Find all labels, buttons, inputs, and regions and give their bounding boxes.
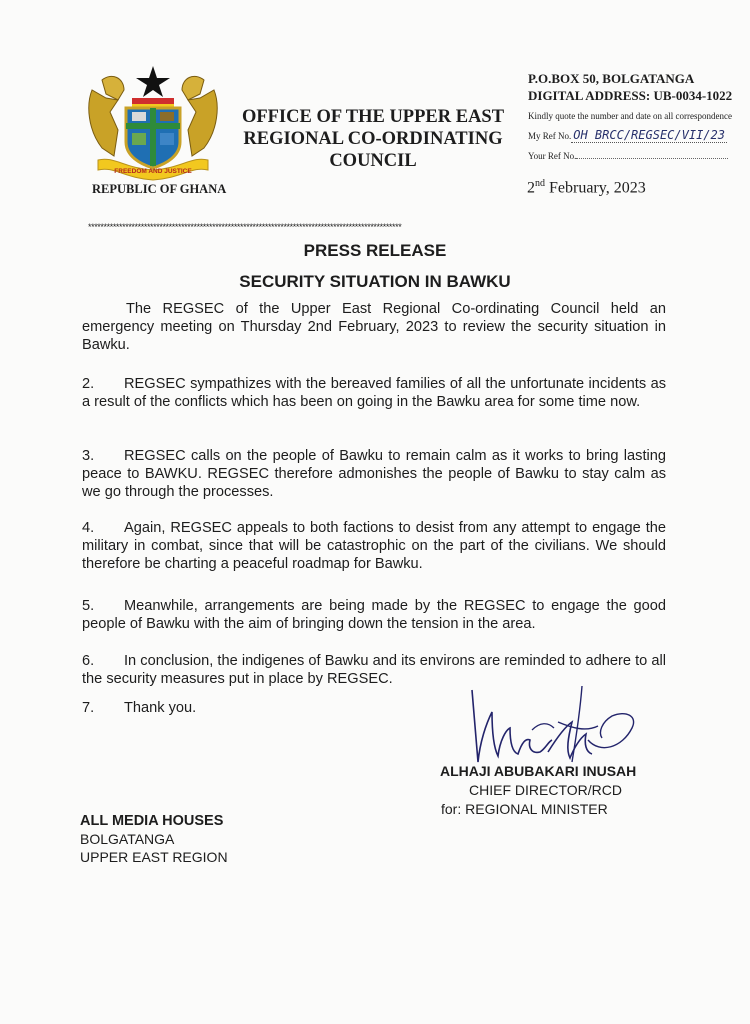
paragraph-number: 3. [82, 448, 95, 464]
paragraph-1: The REGSEC of the Upper East Regional Co-ordinating Council held an emergency meeting on Thursday 2nd February, 2023 to review the security situation in Bawku. [82, 301, 666, 353]
po-box: P.O.BOX 50, BOLGATANGA [528, 71, 695, 86]
paragraph-text: Thank you. [124, 700, 197, 716]
date-day: 2 [527, 179, 535, 197]
paragraph-text: REGSEC sympathizes with the bereaved families of all the unfortunate incidents as a result of the conflicts which has been on going in the Bawku area for some time now. [82, 376, 666, 410]
my-ref-value: OH BRCC/REGSEC/VII/23 [573, 128, 725, 142]
star-divider: ***************************************************************************************************** [88, 222, 402, 232]
paragraph-number: 5. [82, 598, 95, 614]
paragraph-number: 2. [82, 376, 95, 392]
paragraph-4 [82, 519, 666, 573]
paragraph-number: 7. [82, 700, 95, 716]
paragraph-text: Meanwhile, arrangements are being made by the REGSEC to engage the good people of Bawku with the aim of bringing down the tension in the area. [82, 598, 666, 632]
republic-of-ghana-label: REPUBLIC OF GHANA [92, 182, 227, 196]
signatory-title: CHIEF DIRECTOR/RCD [469, 782, 622, 798]
paragraph-text: REGSEC calls on the people of Bawku to remain calm as it works to bring lasting peace to BAWKU. REGSEC therefore admonishes the people of Bawku to stay calm as we go through the processes. [82, 448, 666, 500]
recipient-heading: ALL MEDIA HOUSES [80, 813, 224, 829]
document-subject: SECURITY SITUATION IN BAWKU [239, 272, 511, 291]
svg-text:FREEDOM AND JUSTICE: FREEDOM AND JUSTICE [114, 168, 192, 175]
your-ref-label: Your Ref No. [528, 151, 577, 161]
my-ref-line [528, 128, 727, 142]
paragraph-number: 4. [82, 520, 95, 536]
date-month-year: February, 2023 [545, 179, 646, 197]
office-title [226, 106, 520, 172]
paragraph-3 [82, 447, 666, 501]
signatory-name: ALHAJI ABUBAKARI INUSAH [440, 763, 637, 779]
recipient-region: UPPER EAST REGION [80, 849, 228, 865]
handwritten-signature [462, 682, 640, 774]
office-title-line: COUNCIL [329, 151, 417, 171]
release-date [527, 178, 646, 197]
quote-reference-note: Kindly quote the number and date on all correspondence [528, 111, 732, 121]
your-ref-line [528, 150, 728, 161]
ghana-coat-of-arms [84, 60, 222, 182]
signatory-for: for: REGIONAL MINISTER [441, 801, 608, 817]
paragraph-text: In conclusion, the indigenes of Bawku and its environs are reminded to adhere to all the security measures put in place by REGSEC. [82, 653, 666, 687]
office-title-line: OFFICE OF THE UPPER EAST [241, 107, 505, 127]
paragraph-5 [82, 597, 666, 633]
paragraph-text: Again, REGSEC appeals to both factions to desist from any attempt to engage the military in combat, since that will be catastrophic on the part of the civilians. We should therefore be charting a peaceful roadmap for Bawku. [82, 520, 666, 572]
your-ref-blank [576, 150, 728, 159]
digital-address: DIGITAL ADDRESS: UB-0034-1022 [528, 88, 733, 103]
office-title-line: REGIONAL CO-ORDINATING [243, 129, 503, 149]
paragraph-number: 6. [82, 653, 95, 669]
paragraph-2 [82, 375, 666, 411]
date-suffix: nd [535, 178, 545, 189]
document-title: PRESS RELEASE [303, 241, 447, 260]
recipient-city: BOLGATANGA [80, 831, 175, 847]
my-ref-label: My Ref No. [528, 131, 572, 141]
